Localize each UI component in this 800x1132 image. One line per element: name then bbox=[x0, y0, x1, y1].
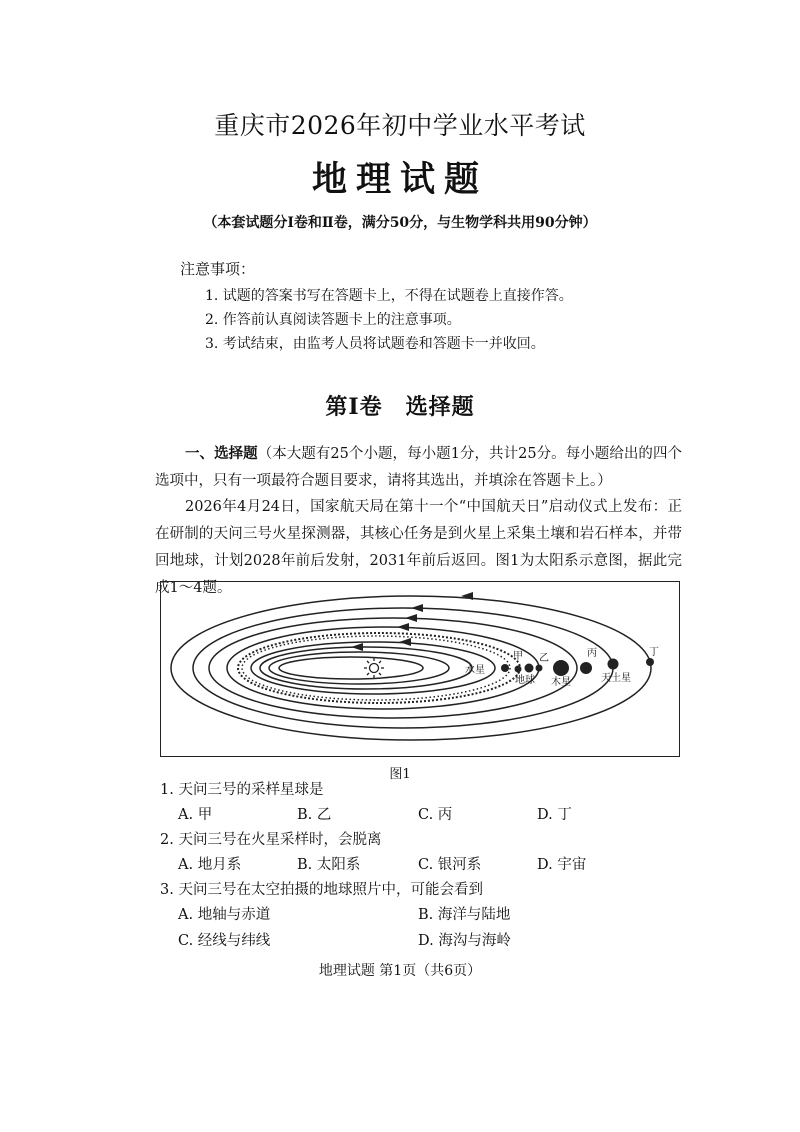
passage-paragraph: 2026年4月24日，国家航天局在第十一个“中国航天日”启动仪式上发布：正在研制的天问三号火星探测器，其核心任务是到火星上采集土壤和岩石样本，并带回地球，计划2028年前后发射，2031年前后返回。图1为太阳系示意图，据此完成1～4题。 bbox=[155, 499, 682, 596]
q3-option-c: C. 经线与纬线 bbox=[178, 933, 271, 949]
orbit-mercury bbox=[279, 657, 423, 679]
label-yi: 乙 bbox=[539, 653, 549, 664]
planet-ding bbox=[646, 658, 654, 666]
orbit-arrow bbox=[461, 592, 473, 600]
note-item-1: 1. 试题的答案书写在答题卡上，不得在试题卷上直接作答。 bbox=[205, 288, 573, 304]
label-jia: 甲 bbox=[513, 651, 523, 662]
orbit-arrow bbox=[405, 614, 417, 622]
figure-caption: 图1 bbox=[389, 767, 411, 782]
planet-jupiter bbox=[553, 660, 569, 676]
question-1-stem: 1. 天问三号的采样星球是 bbox=[160, 782, 324, 798]
orbit-arrow bbox=[411, 604, 423, 612]
label-jupiter: 木星 bbox=[551, 677, 571, 688]
q1-option-d: D. 丁 bbox=[537, 807, 572, 823]
q2-option-b: B. 太阳系 bbox=[297, 857, 361, 873]
planet-yi bbox=[536, 665, 543, 672]
note-item-3: 3. 考试结束，由监考人员将试题卷和答题卡一并收回。 bbox=[205, 336, 545, 352]
question-2-stem: 2. 天问三号在火星采样时，会脱离 bbox=[160, 832, 382, 848]
solar-system-figure bbox=[160, 581, 680, 757]
label-ding: 丁 bbox=[649, 647, 659, 658]
q1-option-a: A. 甲 bbox=[178, 807, 213, 823]
label-saturn: 天土星 bbox=[601, 673, 631, 684]
notes-title: 注意事项： bbox=[180, 260, 256, 278]
q1-option-c: C. 丙 bbox=[418, 807, 453, 823]
sun-icon bbox=[364, 658, 384, 678]
q3-option-b: B. 海洋与陆地 bbox=[418, 907, 511, 923]
instruction-text: （本大题有25个小题，每小题1分，共计25分。每小题给出的四个选项中，只有一项最符合题目要求，请将其选出，并填涂在答题卡上。） bbox=[155, 446, 683, 489]
q2-option-a: A. 地月系 bbox=[178, 857, 242, 873]
planet-jia bbox=[515, 666, 522, 673]
planet-bing bbox=[580, 662, 592, 674]
label-bing: 丙 bbox=[587, 648, 597, 659]
orbit-arrow bbox=[351, 643, 363, 651]
page-footer: 地理试题 第1页（共6页） bbox=[318, 963, 482, 979]
planet-earth bbox=[525, 664, 534, 673]
section-title: 第Ⅰ卷 选择题 bbox=[325, 394, 475, 420]
note-item-2: 2. 作答前认真阅读答题卡上的注意事项。 bbox=[205, 312, 461, 328]
q3-option-a: A. 地轴与赤道 bbox=[178, 907, 271, 923]
exam-name: 重庆市2026年初中学业水平考试 bbox=[214, 111, 586, 140]
q2-option-c: C. 银河系 bbox=[418, 857, 482, 873]
solar-system-diagram bbox=[161, 582, 678, 755]
q3-option-d: D. 海沟与海岭 bbox=[418, 933, 511, 949]
label-earth: 地球 bbox=[515, 675, 535, 686]
exam-subtitle: （本套试题分Ⅰ卷和Ⅱ卷，满分50分，与生物学科共用90分钟） bbox=[203, 215, 597, 231]
planet-saturn bbox=[608, 659, 619, 670]
orbit-arrow bbox=[399, 638, 411, 646]
instruction-paragraph bbox=[155, 440, 682, 495]
question-3-stem: 3. 天问三号在太空拍摄的地球照片中，可能会看到 bbox=[160, 882, 483, 898]
orbit-arrow bbox=[397, 623, 409, 631]
instruction-heading: 一、选择题 bbox=[185, 445, 258, 462]
subject-title: 地理试题 bbox=[311, 159, 488, 200]
q1-option-b: B. 乙 bbox=[297, 807, 332, 823]
label-mercury: 水星 bbox=[465, 665, 485, 676]
q2-option-d: D. 宇宙 bbox=[537, 857, 587, 873]
planet-mercury bbox=[501, 664, 509, 672]
